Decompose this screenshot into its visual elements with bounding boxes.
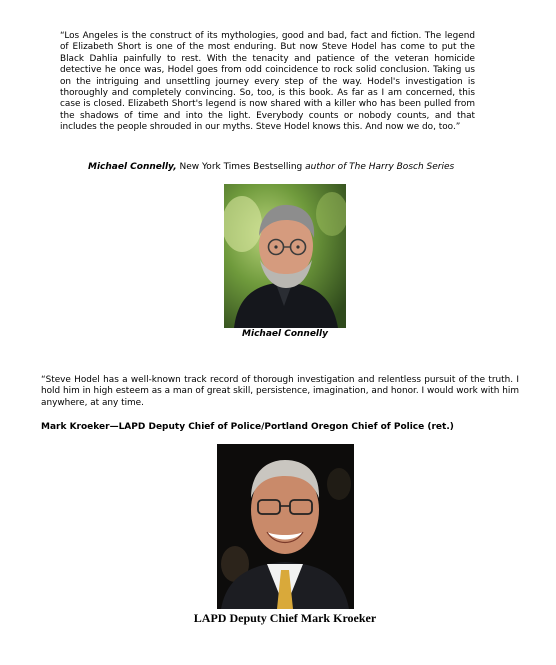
connelly-photo bbox=[224, 184, 346, 328]
connelly-quote: “Los Angeles is the construct of its mythologies, good and bad, fact and fiction. The legend of Elizabeth Short is one of the most enduring. But now Steve Hodel has come to put the Black Dahlia painfully to rest. With the tenacity and patience of the veteran homicide detective he once was, Hodel goes from odd coincidence to rock solid conclusion. Taking us on the intriguing and unsettling journey every step of the way. Hodel's investigation is thoroughly and completely convincing. So, too, is this book. As far as I am concerned, this case is closed. Elizabeth Short's legend is now shared with a killer who has been pulled from the shadows of time and into the light. Everybody counts or nobody counts, and that includes the people shrouded in our myths. Steve Hodel knows this. And now we do, too.” bbox=[60, 31, 475, 133]
attribution-publication: New York Times Bestselling bbox=[176, 162, 306, 172]
connelly-name: Michael Connelly, bbox=[88, 162, 177, 172]
kroeker-photo-caption: LAPD Deputy Chief Mark Kroeker bbox=[193, 611, 377, 625]
kroeker-quote: “Steve Hodel has a well-known track record of thorough investigation and relentless pursuit of the truth. I hold him in high esteem as a man of great skill, persistence, imagination, and honor. I would work with him anywhere, at any time. bbox=[41, 375, 519, 408]
kroeker-photo bbox=[217, 444, 354, 609]
attribution-series: author of The Harry Bosch Series bbox=[305, 162, 455, 172]
kroeker-attribution: Mark Kroeker—LAPD Deputy Chief of Police/Portland Oregon Chief of Police (ret.) bbox=[41, 422, 454, 432]
connelly-attribution bbox=[88, 162, 454, 172]
connelly-photo-caption: Michael Connelly bbox=[242, 329, 328, 339]
